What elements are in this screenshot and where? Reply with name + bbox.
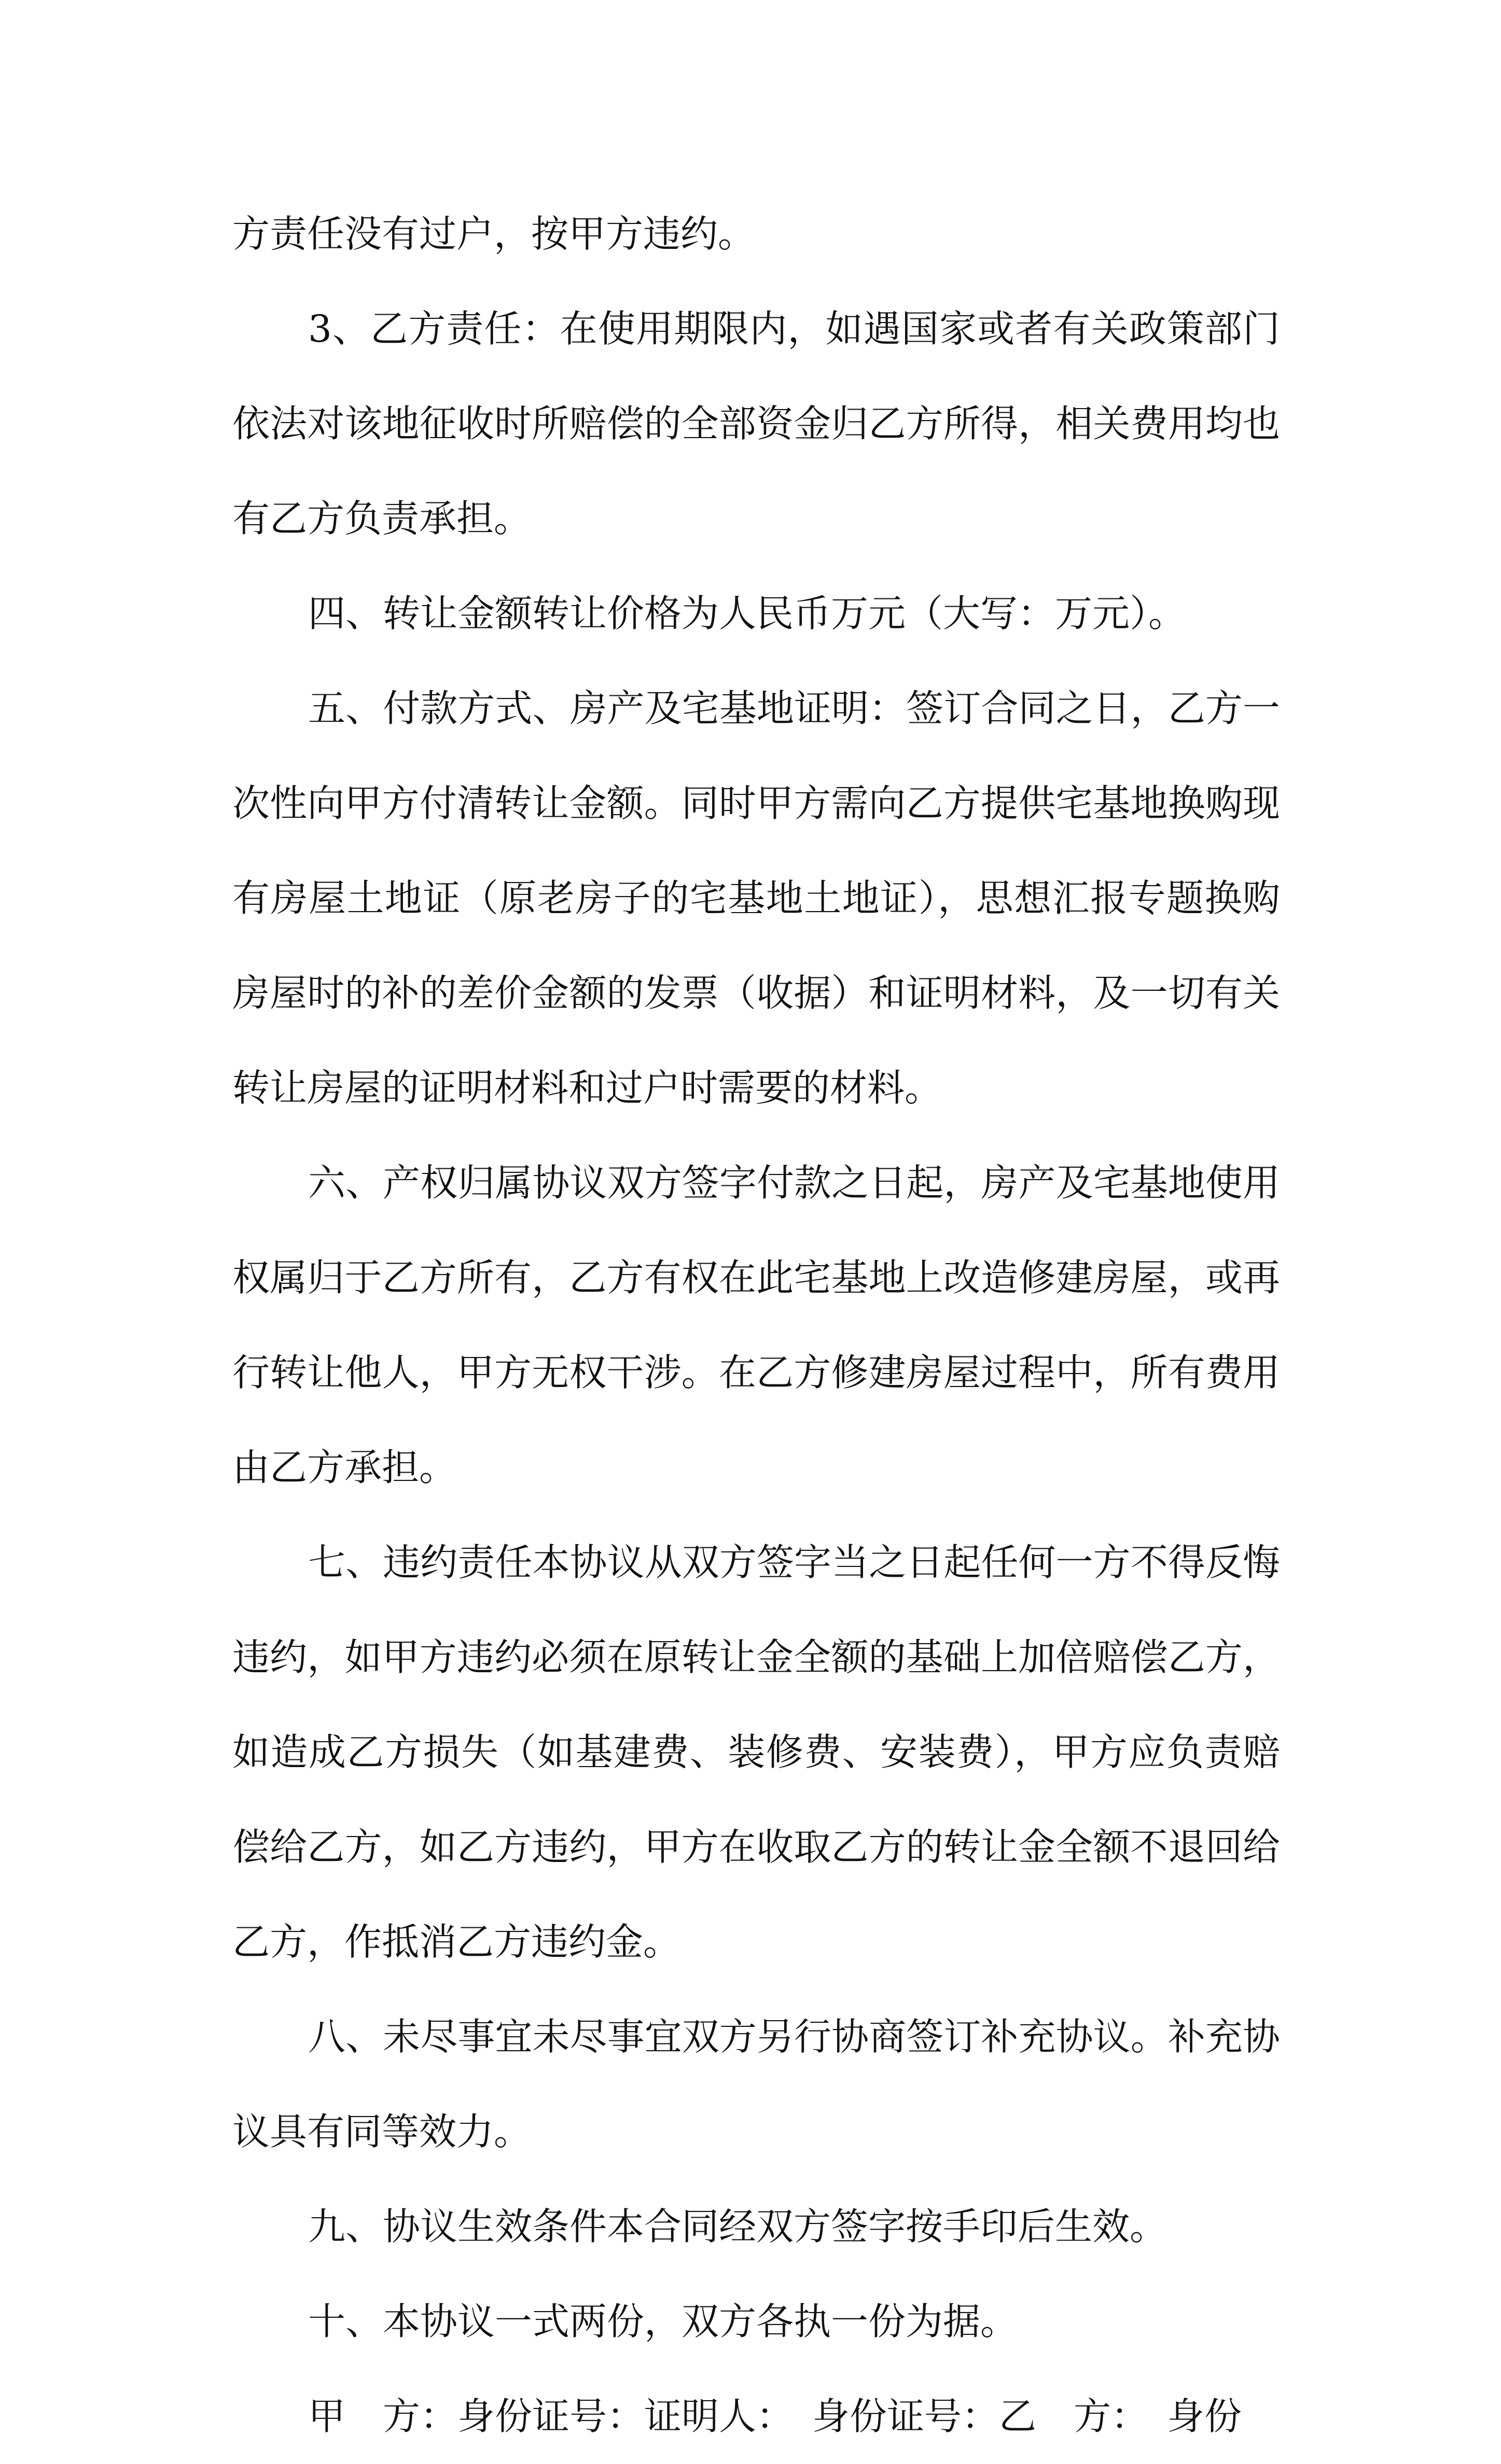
paragraph-clause-4-transfer-amount: 四、转让金额转让价格为人民币万元（大写：万元）。 <box>308 592 1186 635</box>
paragraph-continuation: 方责任没有过户，按甲方违约。 <box>232 212 756 256</box>
signature-line: 甲 方：身份证号：证明人： 身份证号：乙 方： 身份 <box>308 2395 1242 2438</box>
paragraph-clause-7-breach: 七、违约责任本协议从双方签字当之日起任何一方不得反悔违约，如甲方违约必须在原转让金全额的基础上加倍赔偿乙方，如造成乙方损失（如基建费、装修费、安装费），甲方应负责赔偿给乙方，如乙方违约，甲方在收取乙方的转让金全额不退回给乙方，作抵消乙方违约金。 <box>232 1541 1280 1964</box>
paragraph-clause-6-ownership: 六、产权归属协议双方签字付款之日起，房产及宅基地使用权属归于乙方所有，乙方有权在此宅基地上改造修建房屋，或再行转让他人，甲方无权干涉。在乙方修建房屋过程中，所有费用由乙方承担。 <box>232 1161 1280 1489</box>
document-body <box>232 187 1280 2464</box>
paragraph-clause-8-supplement: 八、未尽事宜未尽事宜双方另行协商签订补充协议。补充协议具有同等效力。 <box>232 2015 1280 2153</box>
paragraph-clause-9-effective: 九、协议生效条件本合同经双方签字按手印后生效。 <box>308 2205 1168 2248</box>
paragraph-clause-3: 3、乙方责任：在使用期限内，如遇国家或者有关政策部门依法对该地征收时所赔偿的全部资金归乙方所得，相关费用均也有乙方负责承担。 <box>232 307 1280 540</box>
paragraph-clause-5-payment: 五、付款方式、房产及宅基地证明：签订合同之日，乙方一次性向甲方付清转让金额。同时甲方需向乙方提供宅基地换购现有房屋土地证（原老房子的宅基地土地证），思想汇报专题换购房屋时的补的差价金额的发票（收据）和证明材料，及一切有关转让房屋的证明材料和过户时需要的材料。 <box>232 687 1280 1110</box>
paragraph-clause-10-copies: 十、本协议一式两份，双方各执一份为据。 <box>308 2300 1018 2343</box>
